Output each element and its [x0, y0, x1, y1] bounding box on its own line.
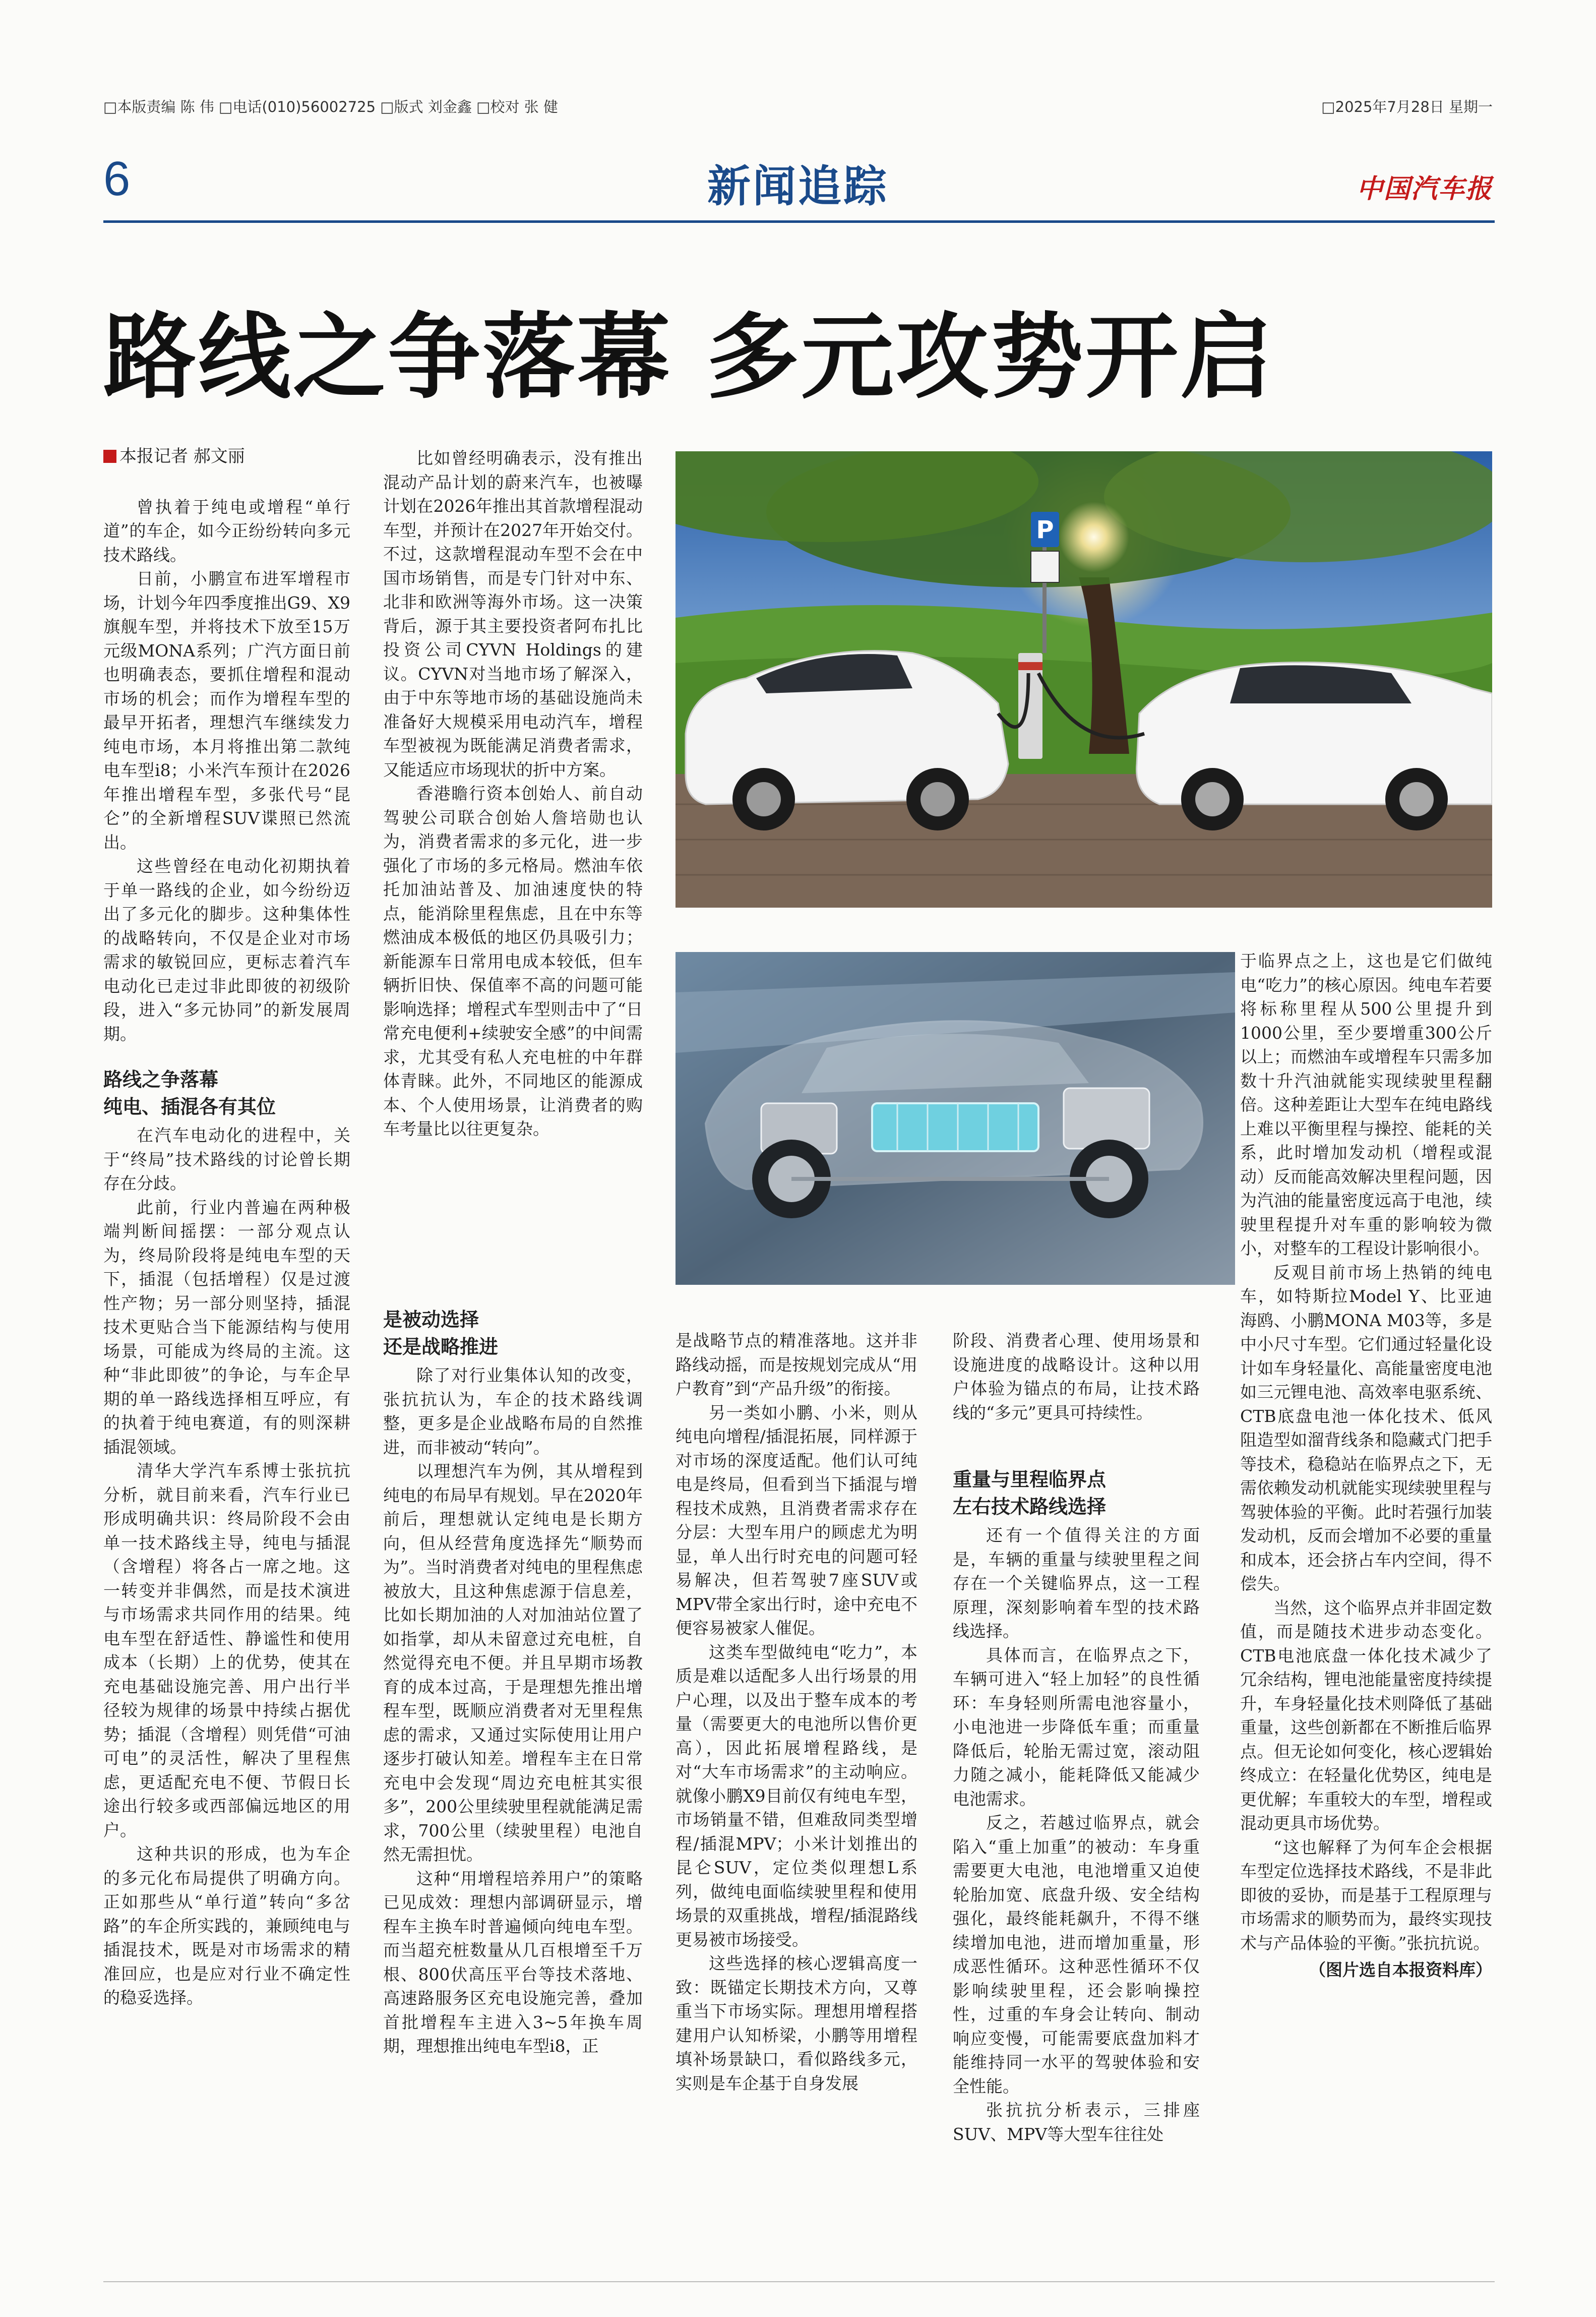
car-chassis-xray-icon — [676, 952, 1235, 1285]
header-rule — [103, 220, 1495, 223]
paragraph: 香港瞻行资本创始人、前自动驾驶公司联合创始人詹培勋也认为，消费者需求的多元化，进一步强化了市场的多元格局。燃油车依托加油站普及、加油速度快的特点，能消除里程焦虑，且在中东等燃油成本极低的地区仍具吸引力；新能源车日常用电成本较低，但车辆折旧快、保值率不高的问题可能影响选择；增程式车型则击中了“日常充电便利+续驶安全感”的中间需求，尤其受有私人充电桩的中年群体青睐。此外，不同地区的能源成本、个人使用场景，让消费者的购车考量比以往更复杂。 — [383, 784, 643, 1139]
paragraph: 日前，小鹏宣布进军增程市场，计划今年四季度推出G9、X9旗舰车型，并将技术下放至15万元级MONA系列；广汽方面日前也明确表态，要抓住增程和混动市场的机会；而作为增程车型的最早开拓者，理想汽车继续发力纯电市场，本月将推出第二款纯电车型i8；小米汽车预计在2026年推出增程车型，多张代号“昆仑”的全新增程SUV谍照已然流出。 — [103, 569, 350, 852]
newspaper-logo: 中国汽车报 — [1356, 173, 1493, 204]
column-2-lower — [383, 1306, 643, 2058]
paragraph: 是战略节点的精准落地。这并非路线动摇，而是按规划完成从“用户教育”到“产品升级”的衔接。 — [676, 1331, 917, 1398]
column-5 — [1240, 949, 1492, 1982]
subheading-2: 是被动选择 还是战略推进 — [383, 1309, 499, 1358]
paragraph: 反观目前市场上热销的纯电车，如特斯拉Model Y、比亚迪海鸥、小鹏MONA M03等，多是中小尺寸车型。它们通过轻量化设计如车身轻量化、高能量密度电池如三元锂电池、高效率电驱系统、CTB底盘电池一体化技术、低风阻造型如溜背线条和隐藏式门把手等技术，稳稳站在临界点之下，无需依赖发动机就能实现续驶里程与驾驶体验的平衡。此时若强行加装发动机，反而会增加不必要的重量和成本，还会挤占车内空间，得不偿失。 — [1240, 1262, 1492, 1593]
subheading-1: 路线之争落幕 纯电、插混各有其位 — [103, 1068, 276, 1118]
paragraph: 清华大学汽车系博士张抗抗分析，就目前来看，汽车行业已形成明确共识：终局阶段不会由单一技术路线主导，纯电与插混（含增程）将各占一席之地。这一转变并非偶然，而是技术演进与市场需求共同作用的结果。纯电车型在舒适性、静谧性和使用成本（长期）上的优势，使其在充电基础设施完善、用户出行半径较为规律的场景中持续占据优势；插混（含增程）则凭借“可油可电”的灵活性，解决了里程焦虑，更适配充电不便、节假日长途出行较多或西部偏远地区的用户。 — [103, 1461, 350, 1840]
paragraph: 这些选择的核心逻辑高度一致：既锚定长期技术方向，又尊重当下市场实际。理想用增程搭建用户认知桥梁，小鹏等用增程填补场景缺口，看似路线多元，实则是车企基于自身发展 — [676, 1953, 917, 2093]
ev-charging-illustration — [676, 451, 1492, 908]
parking-sign-icon: P — [1036, 516, 1054, 544]
byline: 本报记者 郝文丽 — [103, 445, 350, 469]
paragraph: 阶段、消费者心理、使用场景和设施进度的战略设计。这种以用户体验为锚点的布局，让技术路线的“多元”更具可持续性。 — [953, 1331, 1200, 1422]
paragraph: 这些曾经在电动化初期执着于单一路线的企业，如今纷纷迈出了多元化的脚步。这种集体性的战略转向，不仅是企业对市场需求的敏锐回应，更标志着汽车电动化已走过非此即彼的初级阶段，进入“多元协同”的新发展周期。 — [103, 856, 350, 1044]
column-4 — [953, 1329, 1200, 2146]
section-title: 新闻追踪 — [707, 161, 889, 212]
article-headline: 路线之争落幕 多元攻势开启 — [103, 304, 1275, 411]
header-date: □2025年7月28日 星期一 — [1321, 98, 1493, 115]
paragraph: 张抗抗分析表示，三排座SUV、MPV等大型车往往处 — [953, 2100, 1200, 2144]
paragraph: 还有一个值得关注的方面是，车辆的重量与续驶里程之间存在一个关键临界点，这一工程原理，深刻影响着车型的技术路线选择。 — [953, 1525, 1200, 1641]
page-number: 6 — [103, 152, 131, 206]
subheading-3: 重量与里程临界点 左右技术路线选择 — [953, 1468, 1107, 1518]
paragraph: 这种“用增程培养用户”的策略已见成效：理想内部调研显示，增程车主换车时普遍倾向纯电车型。而当超充桩数量从几百根增至千万根、800伏高压平台等技术落地、高速路服务区充电设施完善，叠加首批增程车主进入3~5年换车周期，理想推出纯电车型i8，正 — [383, 1868, 643, 2056]
paragraph: 以理想汽车为例，其从增程到纯电的布局早有规划。早在2020年前后，理想就认定纯电是长期方向，但从经营角度选择先“顺势而为”。当时消费者对纯电的里程焦虑被放大，且这种焦虑源于信息差，比如长期加油的人对加油站位置了如指掌，却从未留意过充电桩，自然觉得充电不便。并且早期市场教育的成本过高，于是理想先推出增程车型，既顺应消费者对无里程焦虑的需求，又通过实际使用让用户逐步打破认知差。增程车主在日常充电中会发现“周边充电桩其实很多”，200公里续驶里程就能满足需求，700公里（续驶里程）电池自然无需担忧。 — [383, 1461, 643, 1864]
paragraph: 另一类如小鹏、小米，则从纯电向增程/插混拓展，同样源于对市场的深度适配。他们认可纯电是终局，但看到当下插混与增程技术成熟，且消费者需求存在分层：大型车用户的顾虑尤为明显，单人出行时充电的问题可轻易解决，但若驾驶7座SUV或MPV带全家出行时，途中充电不便容易被家人催促。 — [676, 1402, 917, 1638]
paragraph: 曾执着于纯电或增程“单行道”的车企，如今正纷纷转向多元技术路线。 — [103, 497, 350, 565]
paragraph: “这也解释了为何车企会根据车型定位选择技术路线，不是非此即彼的妥协，而是基于工程原理与市场需求的顺势而为，最终实现技术与产品体验的平衡。”张抗抗说。 — [1240, 1837, 1492, 1953]
paragraph: 在汽车电动化的进程中，关于“终局”技术路线的讨论曾长期存在分歧。 — [103, 1125, 350, 1193]
photo-ev-chassis — [676, 952, 1235, 1285]
paragraph: 比如曾经明确表示，没有推出混动产品计划的蔚来汽车，也被曝计划在2026年推出其首款增程混动车型，并预计在2027年开始交付。不过，这款增程混动车型不会在中国市场销售，而是专门针对中东、北非和欧洲等海外市场。这一决策背后，源于其主要投资者阿布扎比投资公司CYVN Holdings的建议。CYVN对当地市场了解深入，由于中东等地市场的基础设施尚未准备好大规模采用电动汽车，增程车型被视为既能满足消费者需求，又能适应市场现状的折中方案。 — [383, 448, 643, 780]
paragraph: 具体而言，在临界点之下，车辆可进入“轻上加轻”的良性循环：车身轻则所需电池容量小，小电池进一步降低车重；而重量降低后，轮胎无需过宽，滚动阻力随之减小，能耗降低又能减少电池需求。 — [953, 1645, 1200, 1809]
column-3 — [676, 1329, 917, 2095]
photo-credit: （图片选自本报资料库） — [1309, 1960, 1492, 1980]
paragraph: 反之，若越过临界点，就会陷入“重上加重”的被动：车身重需要更大电池，电池增重又迫使轮胎加宽、底盘升级、安全结构强化，最终能耗飙升，不得不继续增加电池，进而增加重量，形成恶性循环。这种恶性循环不仅影响续驶里程，还会影响操控性，过重的车身会让转向、制动响应变慢，可能需要底盘加料才能维持同一水平的驾驶体验和安全性能。 — [953, 1813, 1200, 2096]
paragraph: 此前，行业内普遍在两种极端判断间摇摆：一部分观点认为，终局阶段将是纯电车型的天下，插混（包括增程）仅是过渡性产物；另一部分则坚持，插混技术更贴合当下能源结构与使用场景，可能成为终局的主流。这种“非此即彼”的争论，与车企早期的单一路线选择相互呼应，有的执着于纯电赛道，有的则深耕插混领域。 — [103, 1197, 350, 1457]
paragraph: 除了对行业集体认知的改变，张抗抗认为，车企的技术路线调整，更多是企业战略布局的自然推进，而非被动“转向”。 — [383, 1365, 643, 1457]
photo-ev-charging — [676, 451, 1492, 908]
paragraph: 这类车型做纯电“吃力”，本质是难以适配多人出行场景的用户心理，以及出于整车成本的考量（需要更大的电池所以售价更高），因此拓展增程路线，是对“大车市场需求”的主动响应。就像小鹏X9目前仅有纯电车型，市场销量不错，但难敌同类型增程/插混MPV；小米计划推出的昆仑SUV，定位类似理想L系列，做纯电面临续驶里程和使用场景的双重挑战，增程/插混路线更易被市场接受。 — [676, 1642, 917, 1949]
footer-rule — [103, 2281, 1495, 2282]
header-credits: □本版责编 陈 伟 □电话(010)56002725 □版式 刘金鑫 □校对 张 健 — [103, 98, 558, 115]
paragraph: 这种共识的形成，也为车企的多元化布局提供了明确方向。正如那些从“单行道”转向“多岔路”的车企所实践的，兼顾纯电与插混技术，既是对市场需求的精准回应，也是应对行业不确定性的稳妥选择。 — [103, 1844, 350, 2007]
paragraph: 当然，这个临界点并非固定数值，而是随技术进步动态变化。CTB电池底盘一体化技术减少了冗余结构，锂电池能量密度持续提升，车身轻量化技术则降低了基础重量，这些创新都在不断推后临界点。但无论如何变化，核心逻辑始终成立：在轻量化优势区，纯电是更优解；车重较大的车型，增程或混动更具市场优势。 — [1240, 1597, 1492, 1833]
column-1 — [103, 445, 350, 2010]
byline-square-icon — [103, 450, 116, 463]
column-2 — [383, 446, 643, 1141]
paragraph: 于临界点之上，这也是它们做纯电“吃力”的核心原因。纯电车若要将标称里程从500公里提升到1000公里，至少要增重300公斤以上；而燃油车或增程车只需多加数十升汽油就能实现续驶里程翻倍。这种差距让大型车在纯电路线上难以平衡里程与操控、能耗的关系，此时增加发动机（增程或混动）反而能高效解决里程问题，因为汽油的能量密度远高于电池，续驶里程提升对车重的影响较为微小，对整车的工程设计影响很小。 — [1240, 951, 1492, 1258]
